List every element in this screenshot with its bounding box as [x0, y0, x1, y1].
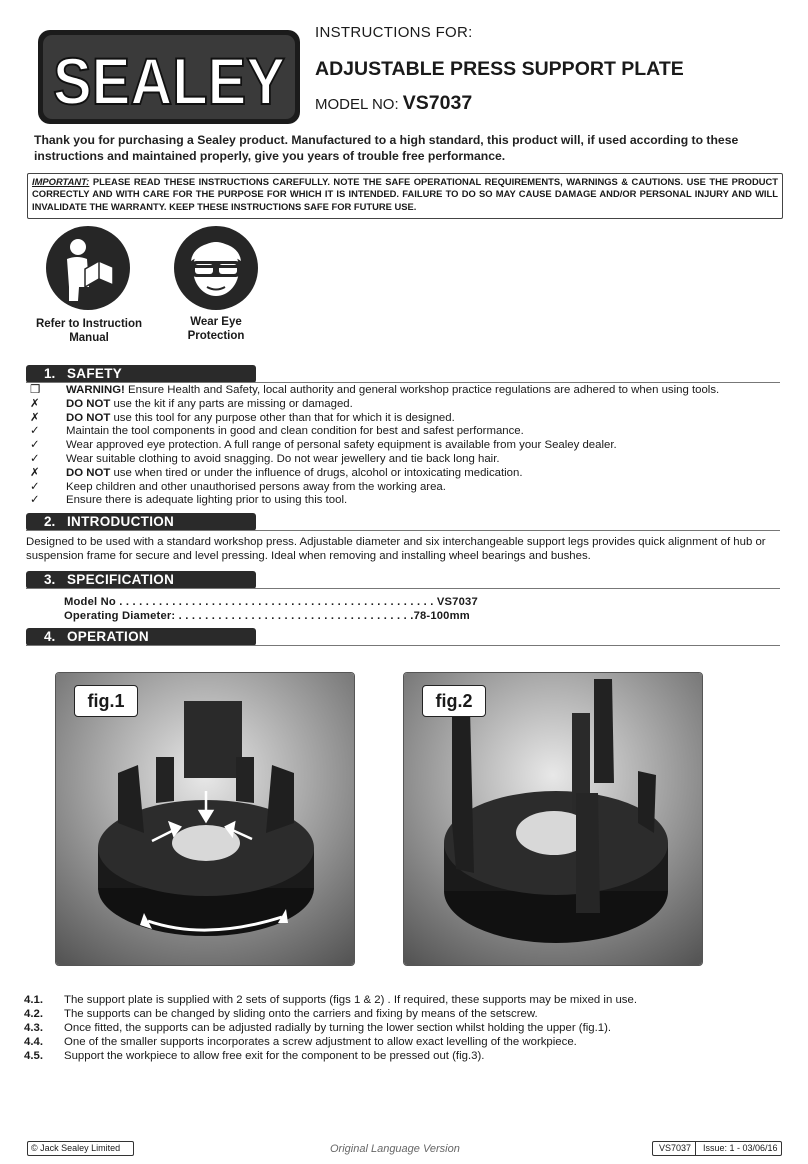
safety-item — [30, 453, 790, 467]
eye-protection-icon — [173, 225, 259, 311]
step-number: 4.5. — [24, 1050, 43, 1062]
safety-item-text: Ensure there is adequate lighting prior to using this tool. — [66, 494, 348, 507]
safety-item-text: Maintain the tool components in good and clean condition for best and safest performance. — [66, 425, 524, 438]
safety-item-bold: DO NOT — [66, 411, 111, 424]
read-manual-icon — [45, 225, 131, 311]
step-number: 4.1. — [24, 994, 43, 1006]
important-text: PLEASE READ THESE INSTRUCTIONS CAREFULLY. NOTE THE SAFE OPERATIONAL REQUIREMENTS, WARNINGS & CAUTIONS. USE THE PRODUCT CORRECTLY AND WITH CARE FOR THE PURPOSE FOR WHICH IT IS INTENDED. FAILURE TO DO SO MAY CAUSE DAMAGE AND/OR PERSONAL INJURY AND WILL INVALIDATE THE WARRANTY. KEEP THESE INSTRUCTIONS SAFE FOR FUTURE USE. — [32, 176, 779, 212]
safety-item — [30, 398, 790, 412]
introduction-text: Designed to be used with a standard workshop press. Adjustable diameter and six interchangeable support legs provides quick alignment of hub or suspension frame for secure and level pressing. Ideal when removing and installing wheel bearings and bushes. — [26, 536, 766, 562]
figure-2-label: fig.2 — [422, 685, 486, 717]
figure-2 — [403, 672, 703, 966]
safety-item-text: Wear approved eye protection. A full range of personal safety equipment is available from your Sealey dealer. — [66, 439, 617, 452]
product-title: ADJUSTABLE PRESS SUPPORT PLATE — [315, 58, 684, 80]
instructions-for-label: INSTRUCTIONS FOR: — [315, 24, 473, 41]
footer-copyright: © Jack Sealey Limited — [27, 1141, 134, 1156]
footer-document-ref — [652, 1141, 782, 1156]
step-text: The supports can be changed by sliding onto the carriers and fixing by means of the setscrew. — [64, 1008, 538, 1020]
important-notice — [27, 173, 783, 219]
sealey-logo — [38, 30, 300, 124]
pictogram-label-manual: Refer to Instruction Manual — [35, 318, 143, 344]
section-divider — [26, 382, 780, 383]
safety-item-text: use this tool for any purpose other than that for which it is designed. — [110, 411, 455, 424]
footer-model: VS7037 — [659, 1143, 692, 1153]
safety-marker-icon: ✗ — [30, 397, 40, 410]
section-header-introduction: 2. INTRODUCTION — [26, 513, 256, 531]
footer-language-note: Original Language Version — [330, 1143, 460, 1155]
section-header-safety: 1. SAFETY — [26, 365, 256, 383]
safety-marker-icon: ❒ — [30, 384, 41, 396]
operation-step — [24, 993, 794, 1007]
safety-item-text: use the kit if any parts are missing or damaged. — [110, 397, 353, 410]
section-divider — [26, 530, 780, 531]
safety-item — [30, 439, 790, 453]
operation-step — [24, 1049, 794, 1063]
pictogram-label-eye: Wear Eye Protection — [187, 316, 245, 342]
safety-marker-icon: ✓ — [30, 480, 40, 493]
step-text: Once fitted, the supports can be adjusted radially by turning the lower section whilst holding the upper (fig.1). — [64, 1022, 612, 1034]
operation-step — [24, 1007, 794, 1021]
important-label: IMPORTANT: — [32, 176, 90, 187]
step-text: The support plate is supplied with 2 sets of supports (figs 1 & 2) . If required, these supports may be mixed in use. — [64, 994, 637, 1006]
spec-row-diameter: Operating Diameter: . . . . . . . . . . . . . . . . . . . . . . . . . . . . . . . . . . . .78-100mm — [64, 610, 470, 622]
safety-item — [30, 494, 790, 508]
safety-item-bold: DO NOT — [66, 397, 111, 410]
safety-item-text: Keep children and other unauthorised persons away from the working area. — [66, 480, 446, 493]
safety-item-bold: DO NOT — [66, 466, 111, 479]
safety-item — [30, 467, 790, 481]
safety-marker-icon: ✓ — [30, 439, 40, 452]
model-number: VS7037 — [402, 92, 473, 114]
safety-item-text: Ensure Health and Safety, local authority and general workshop practice regulations are adhered to when using tools. — [124, 384, 720, 396]
figure-1 — [55, 672, 355, 966]
safety-marker-icon: ✗ — [30, 466, 40, 479]
safety-item-text: use when tired or under the influence of drugs, alcohol or intoxicating medication. — [110, 466, 523, 479]
operation-step — [24, 1021, 794, 1035]
step-number: 4.4. — [24, 1036, 43, 1048]
figure-1-label: fig.1 — [74, 685, 138, 717]
model-number-line — [315, 92, 472, 115]
safety-marker-icon: ✓ — [30, 494, 40, 507]
step-number: 4.2. — [24, 1008, 43, 1020]
spec-row-model: Model No . . . . . . . . . . . . . . . . . . . . . . . . . . . . . . . . . . . . . . . . . . . . . . . . VS7037 — [64, 596, 478, 608]
safety-item — [30, 425, 790, 439]
safety-marker-icon: ✓ — [30, 425, 40, 438]
section-header-operation: 4. OPERATION — [26, 628, 256, 646]
safety-marker-icon: ✗ — [30, 411, 40, 424]
footer-issue: Issue: 1 - 03/06/16 — [703, 1143, 778, 1153]
safety-item — [30, 384, 790, 398]
step-text: One of the smaller supports incorporates a screw adjustment to allow exact levelling of the workpiece. — [64, 1036, 577, 1048]
intro-paragraph: Thank you for purchasing a Sealey product. Manufactured to a high standard, this product will, if used according to these instructions and maintained properly, give you years of trouble free performance. — [34, 133, 739, 163]
step-text: Support the workpiece to allow free exit for the component to be pressed out (fig.3). — [64, 1050, 485, 1062]
logo-wordmark: SEALEY — [53, 44, 285, 118]
safety-item-bold: WARNING! — [66, 384, 125, 396]
section-header-specification: 3. SPECIFICATION — [26, 571, 256, 589]
model-prefix: MODEL NO: — [315, 96, 399, 113]
safety-item-text: Wear suitable clothing to avoid snagging. Do not wear jewellery and tie back long hair. — [66, 453, 500, 465]
section-divider — [26, 645, 780, 646]
step-number: 4.3. — [24, 1022, 43, 1034]
operation-step — [24, 1035, 794, 1049]
safety-marker-icon: ✓ — [30, 453, 40, 465]
safety-item — [30, 412, 790, 426]
safety-item — [30, 481, 790, 495]
section-divider — [26, 588, 780, 589]
